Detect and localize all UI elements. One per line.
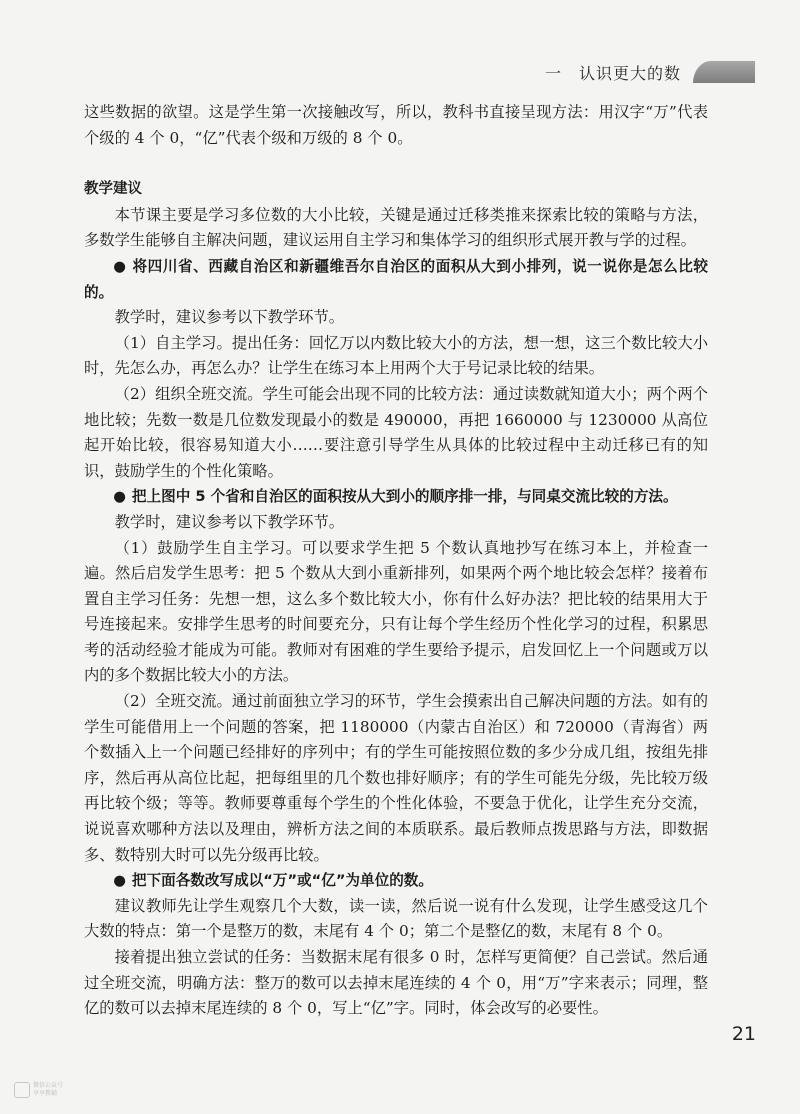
bullet-heading-1 — [84, 254, 708, 305]
bullet-heading-3 — [84, 868, 708, 894]
bullet-dot-icon: ● — [113, 257, 127, 275]
paragraph: 教学时，建议参考以下教学环节。 — [114, 308, 345, 327]
paragraph: 接着提出独立尝试的任务：当数据末尾有很多 0 时，怎样写更简便？自己尝试。然后通过全班交流，明确方法：整万的数可以去掉末尾连续的 4 个 0，用“万”字来表示；同理，整亿的数可以去掉末尾连续的 8 个 0，写上“亿”字。同时，体会改写的必要性。 — [84, 948, 708, 1018]
chapter-title: 一 认识更大的数 — [544, 63, 681, 83]
bullet-text-3: 把下面各数改写成以“万”或“亿”为单位的数。 — [131, 872, 433, 890]
paragraph: 建议教师先让学生观察几个大数，读一读，然后说一说有什么发现，让学生感受这几个大数的特点：第一个是整万的数，末尾有 4 个 0；第二个是整亿的数，末尾有 8 个 0。 — [84, 896, 708, 941]
page-number: 21 — [731, 1023, 756, 1045]
bullet-heading-2 — [84, 484, 708, 510]
page-body — [84, 100, 708, 1022]
bullet-dot-icon: ● — [113, 488, 126, 506]
paragraph: （1）鼓励学生自主学习。可以要求学生把 5 个数认真地抄写在练习本上，并检查一遍。然后启发学生思考：把 5 个数从大到小重新排列，如果两个两个地比较会怎样？接着布置自主学习任务：先想一想，这么多个数比较大小，你有什么好办法？把比较的结果用大于号连接起来。安排学生思考的时间要充分，只有让每个学生经历个性化学习的过程，积累思考的活动经验才能成为可能。教师对有困难的学生要给予提示，启发回忆上一个问题或万以内的多个数据比较大小的方法。 — [84, 538, 708, 685]
paragraph-continuation: 这些数据的欲望。这是学生第一次接触改写，所以，教科书直接呈现方法：用汉字“万”代表个级的 4 个 0，“亿”代表个级和万级的 8 个 0。 — [84, 103, 708, 147]
bullet-dot-icon: ● — [113, 872, 126, 890]
bullet-text-2: 把上图中 5 个省和自治区的面积按从大到小的顺序排一排，与同桌交流比较的方法。 — [131, 488, 678, 506]
paragraph-intro: 本节课主要是学习多位数的大小比较，关键是通过迁移类推来探索比较的策略与方法，多数学生能够自主解决问题，建议运用自主学习和集体学习的组织形式展开教与学的过程。 — [84, 205, 708, 250]
header-tab-decoration — [693, 61, 755, 83]
paragraph: （1）自主学习。提出任务：回忆万以内数比较大小的方法，想一想，这三个数比较大小时，先怎么办，再怎么办？让学生在练习本上用两个大于号记录比较的结果。 — [84, 333, 708, 378]
bullet-text-1: 将四川省、西藏自治区和新疆维吾尔自治区的面积从大到小排列，说一说你是怎么比较的。 — [84, 257, 709, 301]
watermark-line-1: 微信公众号 — [33, 1082, 64, 1089]
watermark — [14, 1082, 63, 1098]
paragraph: （2）组织全班交流。学生可能会出现不同的比较方法：通过读数就知道大小；两个两个地比较；先数一数是几位数发现最小的数是 490000，再把 1660000 与 1230000 从高位起开始比较，很容易知道大小……要注意引导学生从具体的比较过程中主动迁移已有的知识，鼓励学生的个性化策略。 — [84, 384, 708, 480]
paragraph: 教学时，建议参考以下教学环节。 — [114, 512, 345, 531]
section-title: 教学建议 — [84, 181, 142, 198]
watermark-line-2: 享享教辅 — [33, 1090, 58, 1097]
paragraph: （2）全班交流。通过前面独立学习的环节，学生会摸索出自己解决问题的方法。如有的学生可能借用上一个问题的答案，把 1180000（内蒙古自治区）和 720000（青海省）两个数插入上一个问题已经排好的序列中；有的学生可能按照位数的多少分成几组，按组先排序，然后再从高位比起，把每组里的几个数也排好顺序；有的学生可能先分级，先比较万级再比较个级；等等。教师要尊重每个学生的个性化体验，不要急于优化，让学生充分交流，说说喜欢哪种方法以及理由，辨析方法之间的本质联系。最后教师点拨思路与方法，即数据多、数特别大时可以先分级再比较。 — [84, 692, 708, 864]
page-header — [545, 58, 755, 86]
watermark-logo-icon — [14, 1082, 30, 1098]
